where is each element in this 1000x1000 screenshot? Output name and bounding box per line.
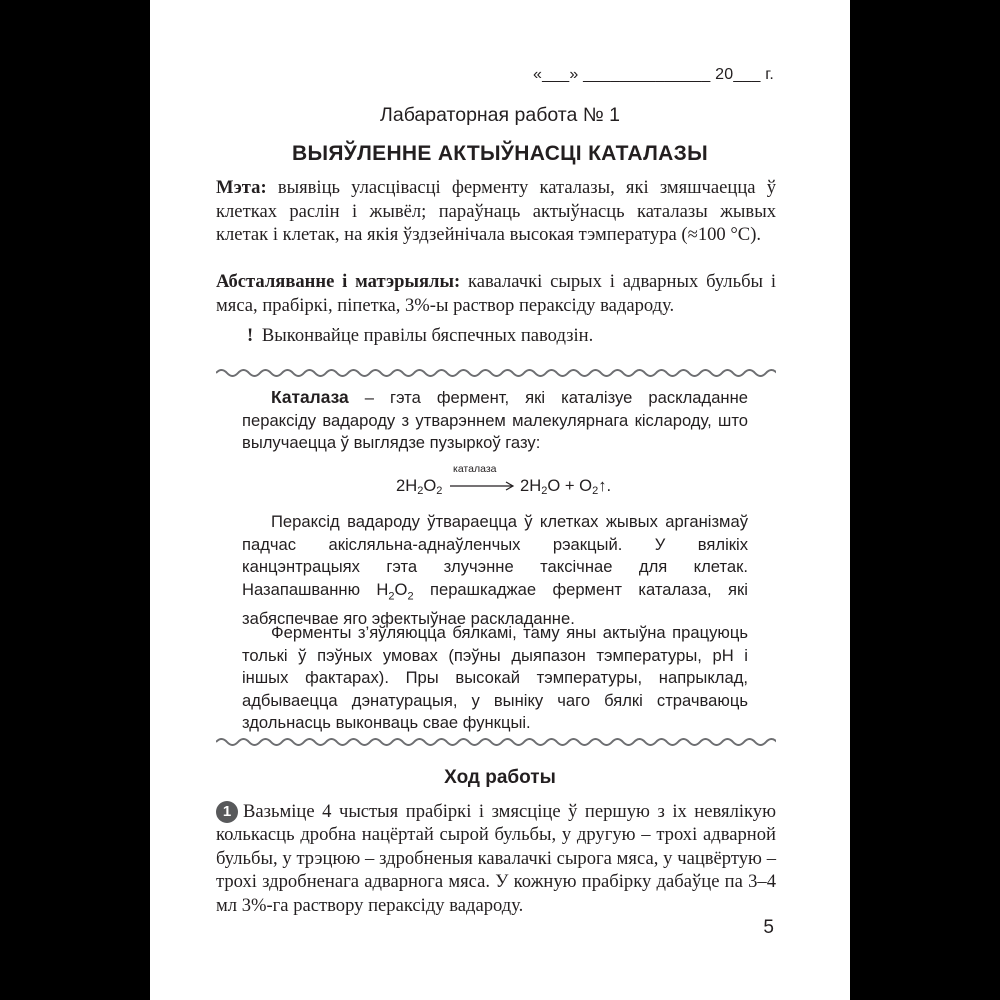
step-number-badge: 1 [216,801,238,823]
reaction-arrow-icon [448,480,516,492]
lab-title: Лабараторная работа № 1 [380,104,620,126]
equation-reactant: $2H_2O_2$ [396,476,443,497]
wavy-divider-top [216,366,776,380]
definition-paragraph [242,386,748,455]
step-1-text: Вазьміце 4 чыстыя прабіркі і змясціце ў першую з іх невялікую колькасць дробна нацёртай сырой бульбы, у другую – трохі адварной бульбы, у трэцюю – здробненыя кавалачкі сырога мяса, у чацвёртую – трохі здробненага адварнога мяса. У кожную прабірку дабаўце па 3–4 мл 3%-га раствору пераксіду вадароду. [216,801,776,916]
aim-text: выявіць уласцівасці ферменту каталазы, які змяшчаецца ў клетках раслін і жывёл; параўнаць актыўнасць каталазы жывых клетак і клетак, на якія ўздзейнічала высокая тэмпература (≈100 °С). [216,177,776,245]
equipment-label: Абсталяванне і матэрыялы: [216,271,461,292]
definition-term: Каталаза [271,387,349,407]
info-paragraph-1: Пераксід вадароду ўтвараецца ў клетках жывых арганізмаў падчас акісляльна-аднаўленчых рэакцый. У вялікіх канцэнтрацыях гэта злучэнне таксічнае для клетак. Назапашванню $H_2O_2$ перашкаджае фермент каталаза, які забяспечвае яго эфектыўнае раскладанне. [242,512,748,628]
equipment-paragraph [216,270,776,317]
definition-text: – гэта фермент, які каталізуе раскладанне пераксіду вадароду з утварэннем малекулярнага кіслароду, што вылучаецца ў выглядзе пузыркоў газу: [242,388,748,453]
warning-icon: ! [247,325,254,346]
page-title: ВЫЯЎЛЕННЕ АКТЫЎНАСЦІ КАТАЛАЗЫ [292,142,708,165]
catalyst-label: каталаза [453,463,497,475]
wavy-divider-bottom [216,735,776,749]
section-title: Ход работы [444,767,556,788]
aim-label: Мэта: [216,177,267,198]
safety-warning [247,324,767,348]
aim-paragraph [216,176,776,247]
date-line: «___» ______________ 20___ г. [532,66,774,83]
step-1 [216,800,776,917]
workbook-page [150,0,850,1000]
warning-text: Выконвайце правілы бяспечных паводзін. [261,325,594,346]
page-number: 5 [763,917,774,938]
equation-products: $2H_2O$ + $O_2↑$. [520,476,612,497]
equipment-text: кавалачкі сырых і адварных бульбы і мяса, прабіркі, піпетка, 3%-ы раствор пераксіду вадароду. [216,271,776,316]
info-paragraph-2: Ферменты з’яўляюцца бялкамі, таму яны актыўна працуюць толькі ў пэўных умовах (пэўны дыяпазон тэмпературы, pH і іншых фактарах). Пры высокай тэмпературы, напрыклад, адбываецца дэнатурацыя, у выніку чаго бялкі страчваюць здольнасць выконваць свае функцыі. [242,623,748,733]
